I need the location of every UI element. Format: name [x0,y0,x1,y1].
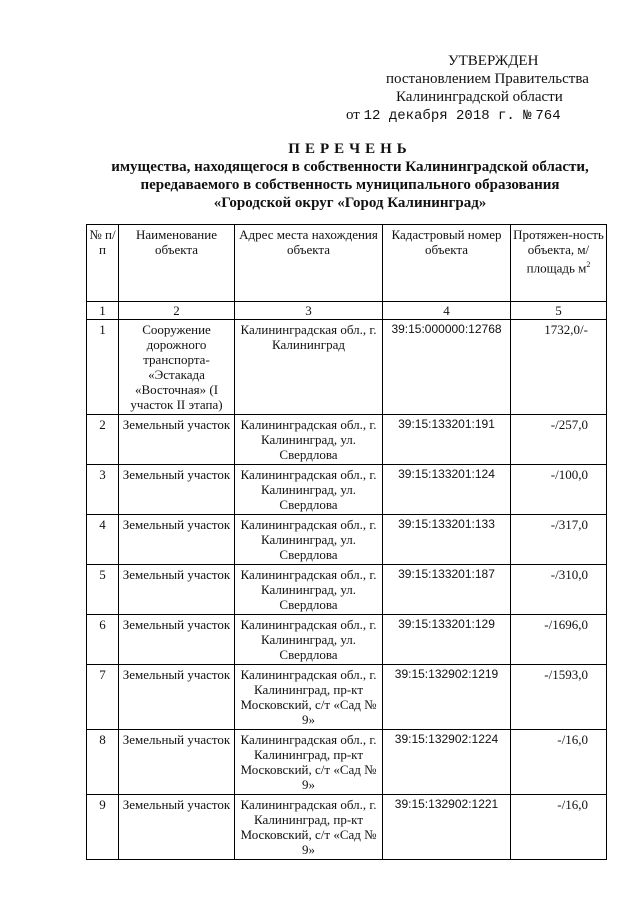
table-row [87,665,607,730]
cadastral-number: 39:15:133201:133 [383,515,511,565]
object-address: Калининградская обл., г. Калининград, ул. Свердлова [235,615,383,665]
col-header-extent [511,225,607,302]
row-number: 5 [87,565,119,615]
approval-date-line [300,106,600,125]
table-row [87,320,607,415]
row-number: 1 [87,320,119,415]
object-name: Земельный участок [119,665,235,730]
cadastral-number: 39:15:133201:191 [383,415,511,465]
object-extent: -/310,0 [511,565,607,615]
col-header-extent-sup: 2 [586,260,591,269]
table-row [87,415,607,465]
object-address: Калининградская обл., г. Калининград, ул. Свердлова [235,415,383,465]
table-row [87,795,607,860]
row-number: 9 [87,795,119,860]
row-number: 4 [87,515,119,565]
row-number: 8 [87,730,119,795]
object-extent: -/1696,0 [511,615,607,665]
col-header-cadastral: Кадастровый номер объекта [383,225,511,302]
object-address: Калининградская обл., г. Калининград, пр-кт Московский, с/т «Сад № 9» [235,730,383,795]
object-extent: -/257,0 [511,415,607,465]
document-heading [60,140,640,212]
object-name: Земельный участок [119,615,235,665]
index-cell: 5 [511,302,607,320]
document-subtitle-3: «Городской округ «Город Калининград» [213,195,487,211]
index-cell: 1 [87,302,119,320]
object-name: Земельный участок [119,415,235,465]
cadastral-number: 39:15:133201:124 [383,465,511,515]
object-address: Калининградская обл., г. Калининград, ул. Свердлова [235,515,383,565]
object-address: Калининградская обл., г. Калининград, пр-кт Московский, с/т «Сад № 9» [235,795,383,860]
object-extent: -/1593,0 [511,665,607,730]
approval-title: УТВЕРЖДЕН [448,53,539,69]
document-subtitle-1: имущества, находящегося в собственности Калининградской области, [111,159,589,175]
col-header-extent-text: Протяжен-ность объекта, м/ площадь м [513,227,604,276]
row-number: 2 [87,415,119,465]
table-index-row [87,302,607,320]
document-subtitle-2: передаваемого в собственность муниципального образования [140,177,560,193]
table-row [87,615,607,665]
index-cell: 2 [119,302,235,320]
index-cell: 4 [383,302,511,320]
approval-number: 764 [535,108,561,124]
col-header-address: Адрес места нахождения объекта [235,225,383,302]
col-header-number: № п/п [87,225,119,302]
approval-decree: постановлением Правительства [386,71,589,87]
approval-date: 12 декабря 2018 г. № [363,108,532,124]
cadastral-number: 39:15:000000:12768 [383,320,511,415]
approval-date-prefix: от [346,107,360,123]
row-number: 7 [87,665,119,730]
table-row [87,465,607,515]
row-number: 3 [87,465,119,515]
col-header-name: Наименование объекта [119,225,235,302]
object-extent: -/100,0 [511,465,607,515]
object-extent: 1732,0/- [511,320,607,415]
row-number: 6 [87,615,119,665]
object-name: Земельный участок [119,565,235,615]
object-name: Земельный участок [119,465,235,515]
cadastral-number: 39:15:133201:129 [383,615,511,665]
table-row [87,730,607,795]
cadastral-number: 39:15:132902:1221 [383,795,511,860]
object-extent: -/16,0 [511,795,607,860]
approval-region: Калининградской области [396,89,563,105]
object-extent: -/16,0 [511,730,607,795]
object-address: Калининградская обл., г. Калининград, пр-кт Московский, с/т «Сад № 9» [235,665,383,730]
cadastral-number: 39:15:132902:1219 [383,665,511,730]
object-name: Земельный участок [119,795,235,860]
object-address: Калининградская обл., г. Калининград, ул. Свердлова [235,465,383,515]
table-row [87,515,607,565]
object-name: Земельный участок [119,730,235,795]
object-address: Калининградская обл., г. Калининград, ул. Свердлова [235,565,383,615]
object-address: Калининградская обл., г. Калининград [235,320,383,415]
approval-stamp [300,52,600,125]
property-table [86,224,607,860]
cadastral-number: 39:15:132902:1224 [383,730,511,795]
table-header-row [87,225,607,302]
document-title: ПЕРЕЧЕНЬ [288,141,412,157]
cadastral-number: 39:15:133201:187 [383,565,511,615]
object-extent: -/317,0 [511,515,607,565]
table-row [87,565,607,615]
index-cell: 3 [235,302,383,320]
object-name: Земельный участок [119,515,235,565]
object-name: Сооружение дорожного транспорта- «Эстакада «Восточная» (I участок II этапа) [119,320,235,415]
